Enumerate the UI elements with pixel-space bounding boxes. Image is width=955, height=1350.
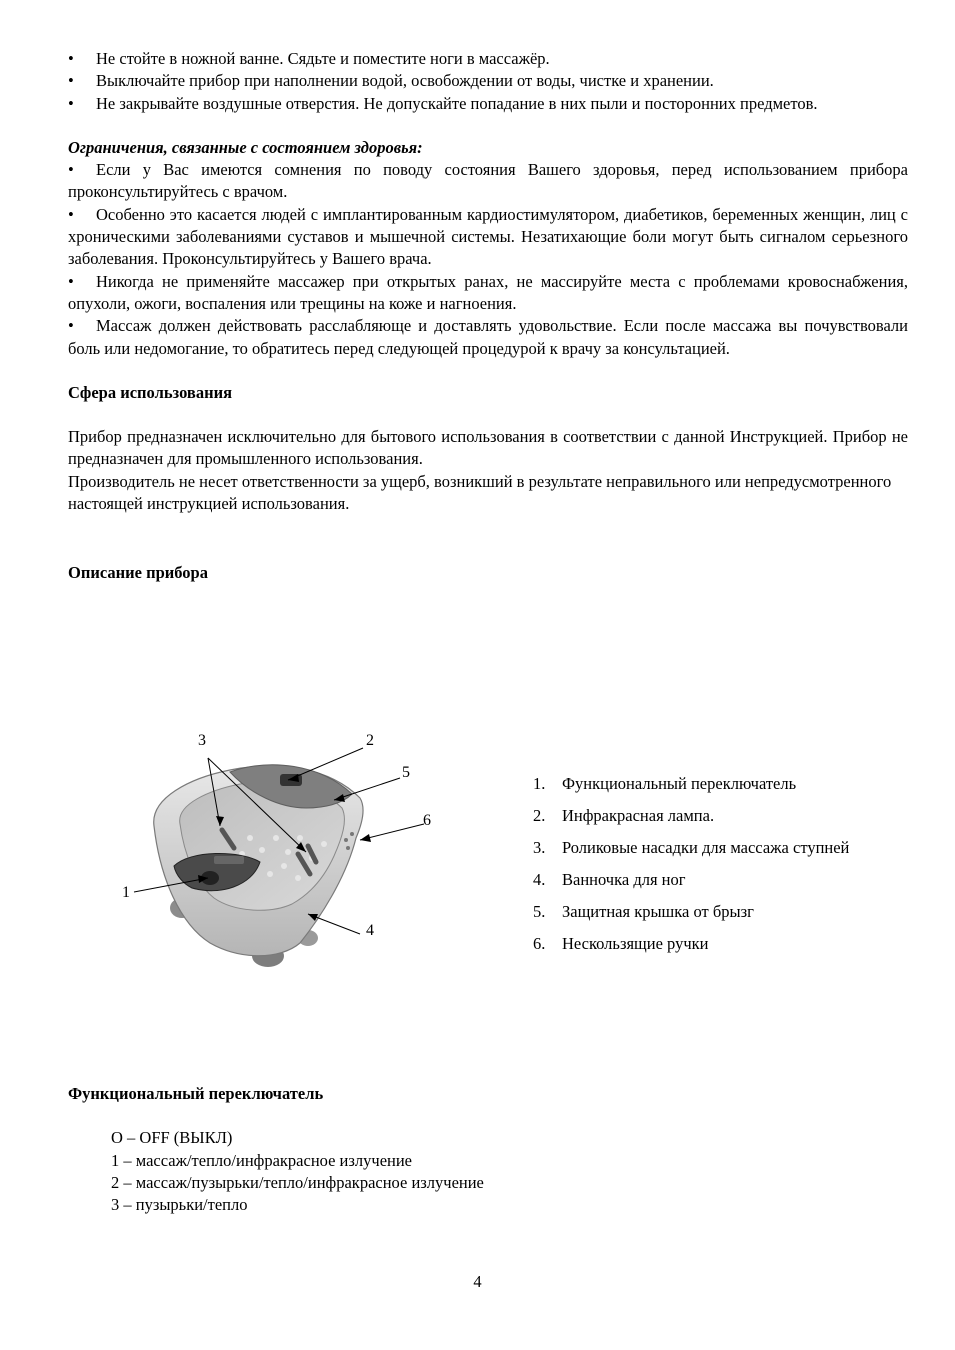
- legend-text: Роликовые насадки для массажа ступней: [562, 838, 850, 857]
- device-illustration: [110, 728, 450, 978]
- bullet-marker: •: [68, 271, 74, 291]
- bullet-marker: •: [68, 160, 74, 180]
- legend-number: 4.: [533, 870, 546, 889]
- bullet-marker: •: [68, 93, 74, 113]
- switch-mode: O – OFF (ВЫКЛ): [111, 1128, 233, 1148]
- page-text: [68, 48, 908, 585]
- callout-1: 1: [122, 884, 130, 901]
- legend-number: 6.: [533, 934, 546, 953]
- bullet-marker: •: [68, 49, 74, 68]
- legend-item: [533, 805, 849, 837]
- parts-legend: [533, 773, 849, 965]
- callout-2: 2: [366, 732, 374, 749]
- callout-5: 5: [402, 764, 410, 781]
- bullet-text: Не стойте в ножной ванне. Сядьте и поместите ноги в массажёр.: [96, 49, 550, 68]
- bullet-text: Никогда не применяйте массажер при открытых ранах, не массируйте места с проблемами кровоснабжения, опухоли, ожоги, воспаления или трещины на коже и нагноения.: [68, 271, 908, 313]
- bullet-marker: •: [68, 71, 74, 91]
- health-heading: Ограничения, связанные с состоянием здоровья:: [68, 137, 423, 157]
- legend-number: 1.: [533, 774, 546, 793]
- callout-6: 6: [423, 812, 431, 829]
- legend-text: Инфракрасная лампа.: [562, 806, 715, 825]
- bullet-item: [68, 159, 908, 204]
- legend-text: Ванночка для ног: [562, 870, 686, 889]
- bullet-item: [68, 70, 908, 92]
- bullet-item: [68, 271, 908, 316]
- legend-item: [533, 933, 849, 965]
- legend-number: 2.: [533, 806, 546, 825]
- legend-item: [533, 869, 849, 901]
- bullet-text: Не закрывайте воздушные отверстия. Не допускайте попадание в них пыли и посторонних предметов.: [96, 93, 818, 113]
- legend-item: [533, 901, 849, 933]
- legend-number: 3.: [533, 838, 546, 857]
- bullet-text: Массаж должен действовать расслабляюще и доставлять удовольствие. Если после массажа вы почувствовали боль или недомогание, то обратитесь перед следующей процедурой к врачу за консультацией.: [68, 316, 908, 358]
- scope-paragraph: Прибор предназначен исключительно для бытового использования в соответствии с данной Инструкцией. Прибор не предназначен для промышленного использования.: [68, 427, 908, 469]
- bullet-marker: •: [68, 316, 74, 336]
- bullet-item: [68, 204, 908, 271]
- bullet-item: [68, 48, 908, 70]
- switch-mode: 1 – массаж/тепло/инфракрасное излучение: [111, 1150, 412, 1170]
- legend-item: [533, 773, 849, 805]
- bullet-item: [68, 315, 908, 360]
- bullet-text: Выключайте прибор при наполнении водой, освобождении от воды, чистке и хранении.: [96, 71, 714, 91]
- legend-text: Защитная крышка от брызг: [562, 902, 754, 921]
- bullet-marker: •: [68, 204, 74, 224]
- switch-mode: 2 – массаж/пузырьки/тепло/инфракрасное излучение: [111, 1172, 484, 1192]
- bullet-text: Особенно это касается людей с имплантированным кардиостимулятором, диабетиков, беременных женщин, лиц с хроническими заболеваниями суставов и мышечной системы. Незатихающие боли могут быть сигналом серьезного заболевания. Проконсультируйтесь у Вашего врача.: [68, 204, 908, 269]
- legend-number: 5.: [533, 902, 546, 921]
- description-heading: Описание прибора: [68, 563, 208, 583]
- callout-3: 3: [198, 732, 206, 749]
- switch-modes: [111, 1127, 484, 1216]
- legend-item: [533, 837, 849, 869]
- switch-heading: Функциональный переключатель: [68, 1084, 324, 1103]
- foot-spa-image: [110, 728, 450, 978]
- page-number: 4: [473, 1272, 482, 1291]
- bullet-item: [68, 93, 908, 115]
- legend-text: Функциональный переключатель: [562, 774, 797, 793]
- legend-text: Нескользящие ручки: [562, 934, 709, 953]
- scope-heading: Сфера использования: [68, 382, 233, 402]
- callout-4: 4: [366, 922, 374, 939]
- switch-section: [68, 1083, 484, 1216]
- switch-mode: 3 – пузырьки/тепло: [111, 1195, 248, 1215]
- scope-paragraph: Производитель не несет ответственности за ущерб, возникший в результате неправильного или непредусмотренного настоящей инструкцией использования.: [68, 471, 892, 514]
- bullet-text: Если у Вас имеются сомнения по поводу состояния Вашего здоровья, перед использованием прибора проконсультируйтесь с врачом.: [68, 160, 908, 202]
